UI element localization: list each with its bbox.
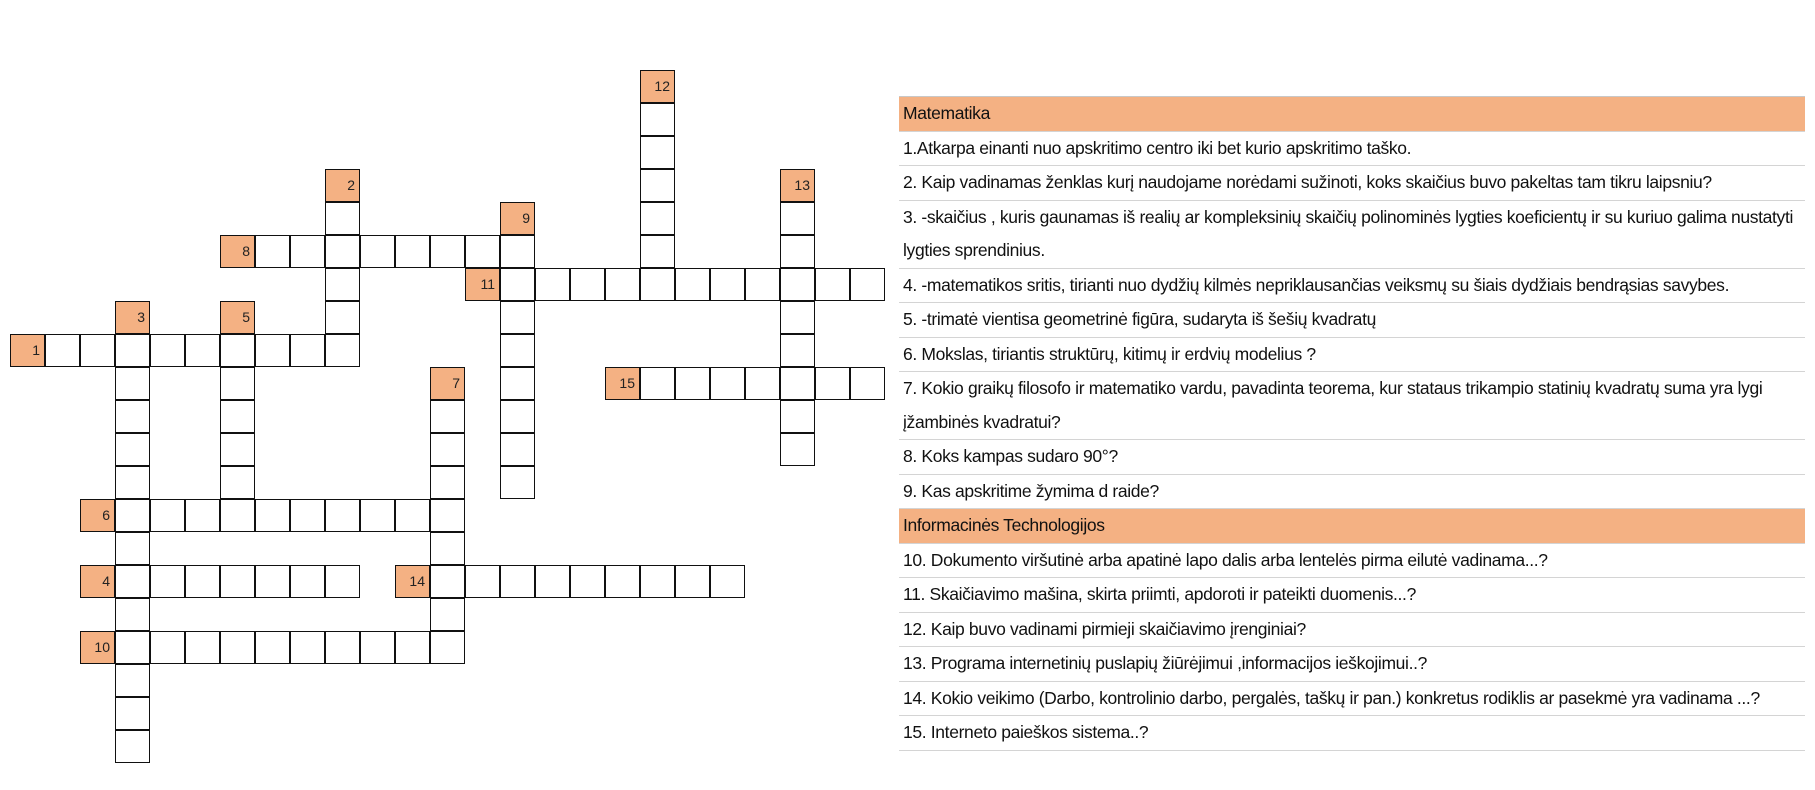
clue-number-cell-14 bbox=[395, 565, 430, 598]
letter-cell[interactable] bbox=[325, 631, 360, 664]
letter-cell[interactable] bbox=[80, 334, 115, 367]
clue-15: 15. Interneto paieškos sistema..? bbox=[899, 716, 1805, 751]
letter-cell[interactable] bbox=[675, 268, 710, 301]
letter-cell[interactable] bbox=[150, 631, 185, 664]
letter-cell[interactable] bbox=[325, 268, 360, 301]
clue-number-cell-5 bbox=[220, 301, 255, 334]
clue-number-cell-2 bbox=[325, 169, 360, 202]
letter-cell[interactable] bbox=[115, 499, 150, 532]
letter-cell[interactable] bbox=[255, 565, 290, 598]
clue-number: 9 bbox=[522, 210, 530, 226]
letter-cell[interactable] bbox=[430, 400, 465, 433]
letter-cell[interactable] bbox=[220, 433, 255, 466]
letter-cell[interactable] bbox=[465, 565, 500, 598]
letter-cell[interactable] bbox=[220, 565, 255, 598]
letter-cell[interactable] bbox=[640, 202, 675, 235]
letter-cell[interactable] bbox=[395, 235, 430, 268]
letter-cell[interactable] bbox=[780, 235, 815, 268]
letter-cell[interactable] bbox=[815, 268, 850, 301]
clue-number: 13 bbox=[794, 177, 810, 193]
letter-cell[interactable] bbox=[290, 334, 325, 367]
letter-cell[interactable] bbox=[605, 268, 640, 301]
letter-cell[interactable] bbox=[255, 631, 290, 664]
clue-number-cell-15 bbox=[605, 367, 640, 400]
letter-cell[interactable] bbox=[255, 499, 290, 532]
letter-cell[interactable] bbox=[185, 334, 220, 367]
letter-cell[interactable] bbox=[640, 136, 675, 169]
clue-4: 4. -matematikos sritis, tirianti nuo dydžių kilmės nepriklausančias veiksmų su šiais dydžiais bendrąsias savybes. bbox=[899, 269, 1805, 304]
letter-cell[interactable] bbox=[430, 565, 465, 598]
letter-cell[interactable] bbox=[745, 367, 780, 400]
letter-cell[interactable] bbox=[640, 103, 675, 136]
letter-cell[interactable] bbox=[500, 301, 535, 334]
clue-number-cell-12 bbox=[640, 70, 675, 103]
clue-number: 4 bbox=[102, 573, 110, 589]
letter-cell[interactable] bbox=[360, 631, 395, 664]
clue-number-cell-1 bbox=[10, 334, 45, 367]
letter-cell[interactable] bbox=[500, 400, 535, 433]
letter-cell[interactable] bbox=[780, 334, 815, 367]
letter-cell[interactable] bbox=[115, 598, 150, 631]
letter-cell[interactable] bbox=[430, 532, 465, 565]
letter-cell[interactable] bbox=[570, 268, 605, 301]
letter-cell[interactable] bbox=[535, 268, 570, 301]
letter-cell[interactable] bbox=[640, 367, 675, 400]
letter-cell[interactable] bbox=[430, 433, 465, 466]
letter-cell[interactable] bbox=[710, 268, 745, 301]
letter-cell[interactable] bbox=[640, 565, 675, 598]
letter-cell[interactable] bbox=[710, 367, 745, 400]
letter-cell[interactable] bbox=[115, 730, 150, 763]
letter-cell[interactable] bbox=[115, 631, 150, 664]
clue-number: 15 bbox=[619, 375, 635, 391]
letter-cell[interactable] bbox=[220, 466, 255, 499]
letter-cell[interactable] bbox=[290, 235, 325, 268]
clue-6: 6. Mokslas, tiriantis struktūrų, kitimų ir erdvių modelius ? bbox=[899, 338, 1805, 373]
clue-number-cell-8 bbox=[220, 235, 255, 268]
letter-cell[interactable] bbox=[500, 235, 535, 268]
letter-cell[interactable] bbox=[500, 367, 535, 400]
letter-cell[interactable] bbox=[360, 235, 395, 268]
letter-cell[interactable] bbox=[185, 631, 220, 664]
clue-7: 7. Kokio graikų filosofo ir matematiko vardu, pavadinta teorema, kur stataus trikampio statinių kvadratų suma yra lygi įžambinės kvadratui? bbox=[899, 372, 1805, 440]
letter-cell[interactable] bbox=[430, 598, 465, 631]
letter-cell[interactable] bbox=[780, 268, 815, 301]
letter-cell[interactable] bbox=[675, 565, 710, 598]
clue-12: 12. Kaip buvo vadinami pirmieji skaičiavimo įrenginiai? bbox=[899, 613, 1805, 648]
letter-cell[interactable] bbox=[570, 565, 605, 598]
letter-cell[interactable] bbox=[605, 565, 640, 598]
letter-cell[interactable] bbox=[325, 499, 360, 532]
clue-number-cell-13 bbox=[780, 169, 815, 202]
letter-cell[interactable] bbox=[395, 631, 430, 664]
letter-cell[interactable] bbox=[500, 334, 535, 367]
clue-number-cell-9 bbox=[500, 202, 535, 235]
clue-10: 10. Dokumento viršutinė arba apatinė lapo dalis arba lentelės pirma eilutė vadinama...? bbox=[899, 544, 1805, 579]
letter-cell[interactable] bbox=[115, 334, 150, 367]
letter-cell[interactable] bbox=[115, 697, 150, 730]
letter-cell[interactable] bbox=[290, 499, 325, 532]
letter-cell[interactable] bbox=[780, 301, 815, 334]
letter-cell[interactable] bbox=[500, 268, 535, 301]
letter-cell[interactable] bbox=[395, 499, 430, 532]
letter-cell[interactable] bbox=[675, 367, 710, 400]
crossword-grid bbox=[0, 0, 900, 790]
clue-8: 8. Koks kampas sudaro 90°? bbox=[899, 440, 1805, 475]
clue-number: 10 bbox=[94, 639, 110, 655]
clue-number-cell-10 bbox=[80, 631, 115, 664]
letter-cell[interactable] bbox=[325, 301, 360, 334]
clue-table bbox=[899, 96, 1805, 751]
clue-3: 3. -skaičius , kuris gaunamas iš realių ar kompleksinių skaičių polinominės lygties koeficientų ir su kuriuo galima nustatyti lygties sprendinius. bbox=[899, 201, 1805, 269]
letter-cell[interactable] bbox=[815, 367, 850, 400]
letter-cell[interactable] bbox=[465, 235, 500, 268]
letter-cell[interactable] bbox=[255, 235, 290, 268]
letter-cell[interactable] bbox=[430, 466, 465, 499]
letter-cell[interactable] bbox=[325, 202, 360, 235]
clue-number-cell-11 bbox=[465, 268, 500, 301]
letter-cell[interactable] bbox=[640, 235, 675, 268]
letter-cell[interactable] bbox=[115, 433, 150, 466]
section-header-it: Informacinės Technologijos bbox=[899, 509, 1805, 544]
letter-cell[interactable] bbox=[115, 565, 150, 598]
letter-cell[interactable] bbox=[780, 367, 815, 400]
letter-cell[interactable] bbox=[150, 499, 185, 532]
letter-cell[interactable] bbox=[290, 565, 325, 598]
letter-cell[interactable] bbox=[45, 334, 80, 367]
letter-cell[interactable] bbox=[150, 334, 185, 367]
letter-cell[interactable] bbox=[710, 565, 745, 598]
letter-cell[interactable] bbox=[325, 565, 360, 598]
clue-number: 12 bbox=[654, 78, 670, 94]
clue-number: 3 bbox=[137, 309, 145, 325]
clue-number: 2 bbox=[347, 177, 355, 193]
letter-cell[interactable] bbox=[325, 235, 360, 268]
letter-cell[interactable] bbox=[150, 565, 185, 598]
clue-number-cell-4 bbox=[80, 565, 115, 598]
letter-cell[interactable] bbox=[430, 631, 465, 664]
letter-cell[interactable] bbox=[290, 631, 325, 664]
section-header-matematika: Matematika bbox=[899, 97, 1805, 132]
letter-cell[interactable] bbox=[500, 466, 535, 499]
letter-cell[interactable] bbox=[220, 367, 255, 400]
letter-cell[interactable] bbox=[535, 565, 570, 598]
letter-cell[interactable] bbox=[255, 334, 290, 367]
letter-cell[interactable] bbox=[115, 367, 150, 400]
letter-cell[interactable] bbox=[850, 268, 885, 301]
clue-number-cell-6 bbox=[80, 499, 115, 532]
clue-11: 11. Skaičiavimo mašina, skirta priimti, apdoroti ir pateikti duomenis...? bbox=[899, 578, 1805, 613]
letter-cell[interactable] bbox=[115, 400, 150, 433]
letter-cell[interactable] bbox=[185, 565, 220, 598]
letter-cell[interactable] bbox=[115, 532, 150, 565]
letter-cell[interactable] bbox=[780, 400, 815, 433]
letter-cell[interactable] bbox=[850, 367, 885, 400]
letter-cell[interactable] bbox=[640, 268, 675, 301]
letter-cell[interactable] bbox=[500, 433, 535, 466]
letter-cell[interactable] bbox=[360, 499, 395, 532]
letter-cell[interactable] bbox=[780, 433, 815, 466]
clue-9: 9. Kas apskritime žymima d raide? bbox=[899, 475, 1805, 510]
clue-number: 8 bbox=[242, 243, 250, 259]
clue-number: 5 bbox=[242, 309, 250, 325]
letter-cell[interactable] bbox=[640, 169, 675, 202]
letter-cell[interactable] bbox=[220, 334, 255, 367]
clue-5: 5. -trimatė vientisa geometrinė figūra, sudaryta iš šešių kvadratų bbox=[899, 303, 1805, 338]
letter-cell[interactable] bbox=[115, 664, 150, 697]
clue-number: 11 bbox=[480, 276, 495, 292]
letter-cell[interactable] bbox=[115, 466, 150, 499]
clue-number: 1 bbox=[32, 342, 40, 358]
clue-13: 13. Programa internetinių puslapių žiūrėjimui ,informacijos ieškojimui..? bbox=[899, 647, 1805, 682]
letter-cell[interactable] bbox=[185, 499, 220, 532]
clue-1: 1.Atkarpa einanti nuo apskritimo centro iki bet kurio apskritimo taško. bbox=[899, 132, 1805, 167]
letter-cell[interactable] bbox=[745, 268, 780, 301]
clue-2: 2. Kaip vadinamas ženklas kurį naudojame norėdami sužinoti, koks skaičius buvo pakeltas tam tikru laipsniu? bbox=[899, 166, 1805, 201]
letter-cell[interactable] bbox=[430, 499, 465, 532]
letter-cell[interactable] bbox=[780, 202, 815, 235]
letter-cell[interactable] bbox=[220, 499, 255, 532]
clue-14: 14. Kokio veikimo (Darbo, kontrolinio darbo, pergalės, taškų ir pan.) konkretus rodiklis ar pasekmė yra vadinama ...? bbox=[899, 682, 1805, 717]
letter-cell[interactable] bbox=[430, 235, 465, 268]
letter-cell[interactable] bbox=[220, 631, 255, 664]
letter-cell[interactable] bbox=[325, 334, 360, 367]
clue-number-cell-7 bbox=[430, 367, 465, 400]
clue-number: 7 bbox=[452, 375, 460, 391]
clue-number: 14 bbox=[409, 573, 425, 589]
clue-number: 6 bbox=[102, 507, 110, 523]
clue-number-cell-3 bbox=[115, 301, 150, 334]
letter-cell[interactable] bbox=[220, 400, 255, 433]
letter-cell[interactable] bbox=[500, 565, 535, 598]
